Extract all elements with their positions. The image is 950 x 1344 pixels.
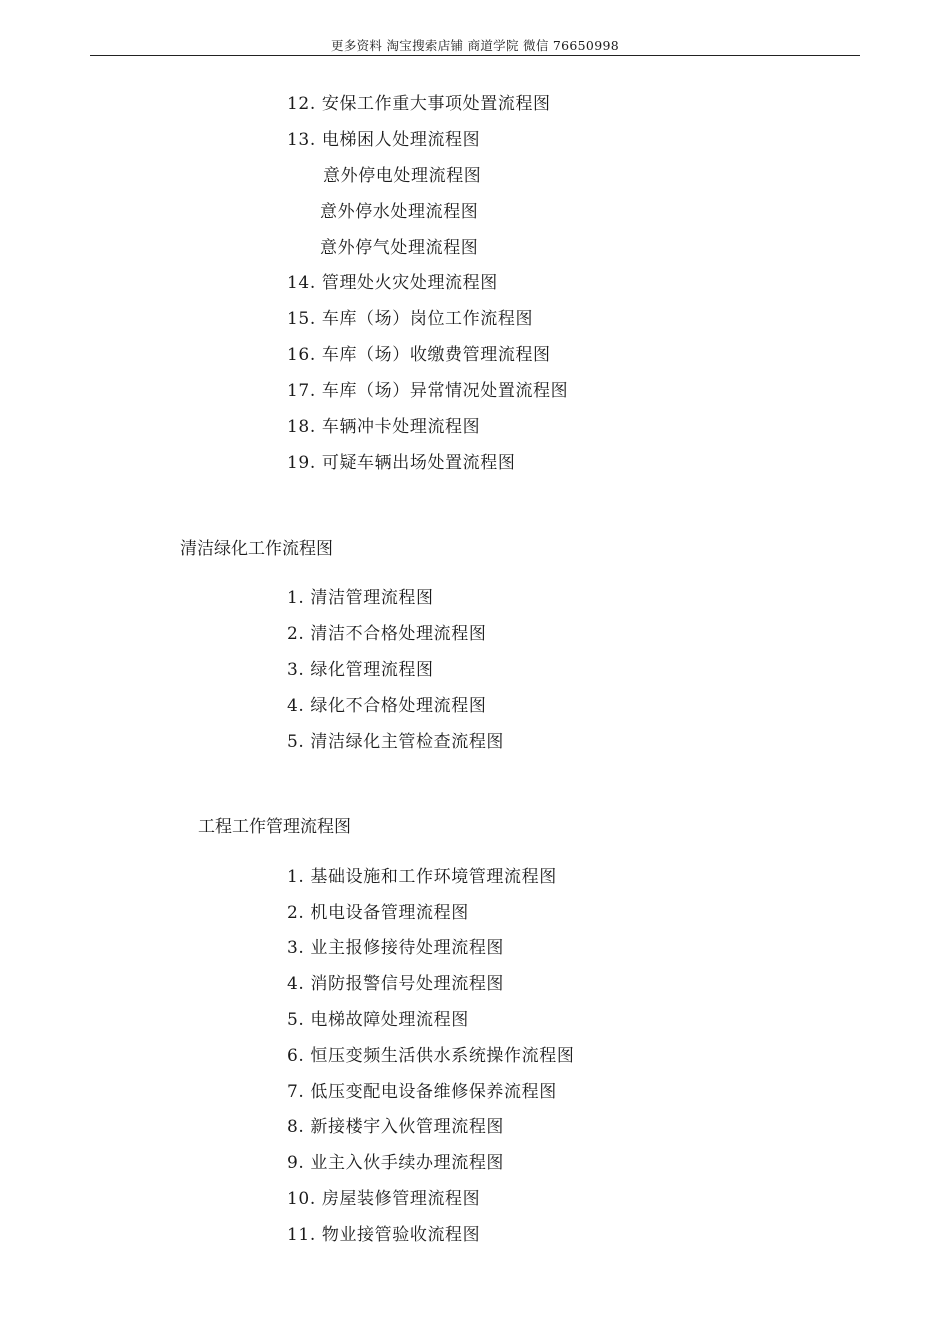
list-item: 15. 车库（场）岗位工作流程图 <box>287 309 534 329</box>
section-title-cleaning: 清洁绿化工作流程图 <box>180 539 333 559</box>
section-title-engineering: 工程工作管理流程图 <box>198 817 351 837</box>
list-item: 8. 新接楼宇入伙管理流程图 <box>287 1117 505 1137</box>
list-item: 10. 房屋装修管理流程图 <box>287 1189 481 1209</box>
list-item: 3. 绿化管理流程图 <box>287 660 434 680</box>
list-item: 17. 车库（场）异常情况处置流程图 <box>287 381 569 401</box>
list-item: 11. 物业接管验收流程图 <box>287 1225 481 1245</box>
list-item: 6. 恒压变频生活供水系统操作流程图 <box>287 1046 575 1066</box>
list-item: 意外停水处理流程图 <box>320 202 479 222</box>
list-item: 18. 车辆冲卡处理流程图 <box>287 417 481 437</box>
list-item: 4. 绿化不合格处理流程图 <box>287 696 487 716</box>
list-item: 9. 业主入伙手续办理流程图 <box>287 1153 505 1173</box>
list-item: 2. 机电设备管理流程图 <box>287 903 469 923</box>
list-item: 意外停电处理流程图 <box>323 166 482 186</box>
list-item: 4. 消防报警信号处理流程图 <box>287 974 505 994</box>
page-header: 更多资料 淘宝搜索店铺 商道学院 微信 76650998 <box>331 38 619 53</box>
list-item: 意外停气处理流程图 <box>320 238 479 258</box>
list-item: 7. 低压变配电设备维修保养流程图 <box>287 1082 557 1102</box>
list-item: 19. 可疑车辆出场处置流程图 <box>287 453 516 473</box>
list-item: 5. 电梯故障处理流程图 <box>287 1010 469 1030</box>
list-item: 1. 基础设施和工作环境管理流程图 <box>287 867 557 887</box>
list-item: 5. 清洁绿化主管检查流程图 <box>287 732 505 752</box>
list-item: 1. 清洁管理流程图 <box>287 588 434 608</box>
list-item: 14. 管理处火灾处理流程图 <box>287 273 498 293</box>
list-item: 12. 安保工作重大事项处置流程图 <box>287 94 551 114</box>
list-item: 13. 电梯困人处理流程图 <box>287 130 481 150</box>
list-item: 2. 清洁不合格处理流程图 <box>287 624 487 644</box>
header-divider <box>90 55 860 56</box>
list-item: 16. 车库（场）收缴费管理流程图 <box>287 345 551 365</box>
list-item: 3. 业主报修接待处理流程图 <box>287 938 505 958</box>
